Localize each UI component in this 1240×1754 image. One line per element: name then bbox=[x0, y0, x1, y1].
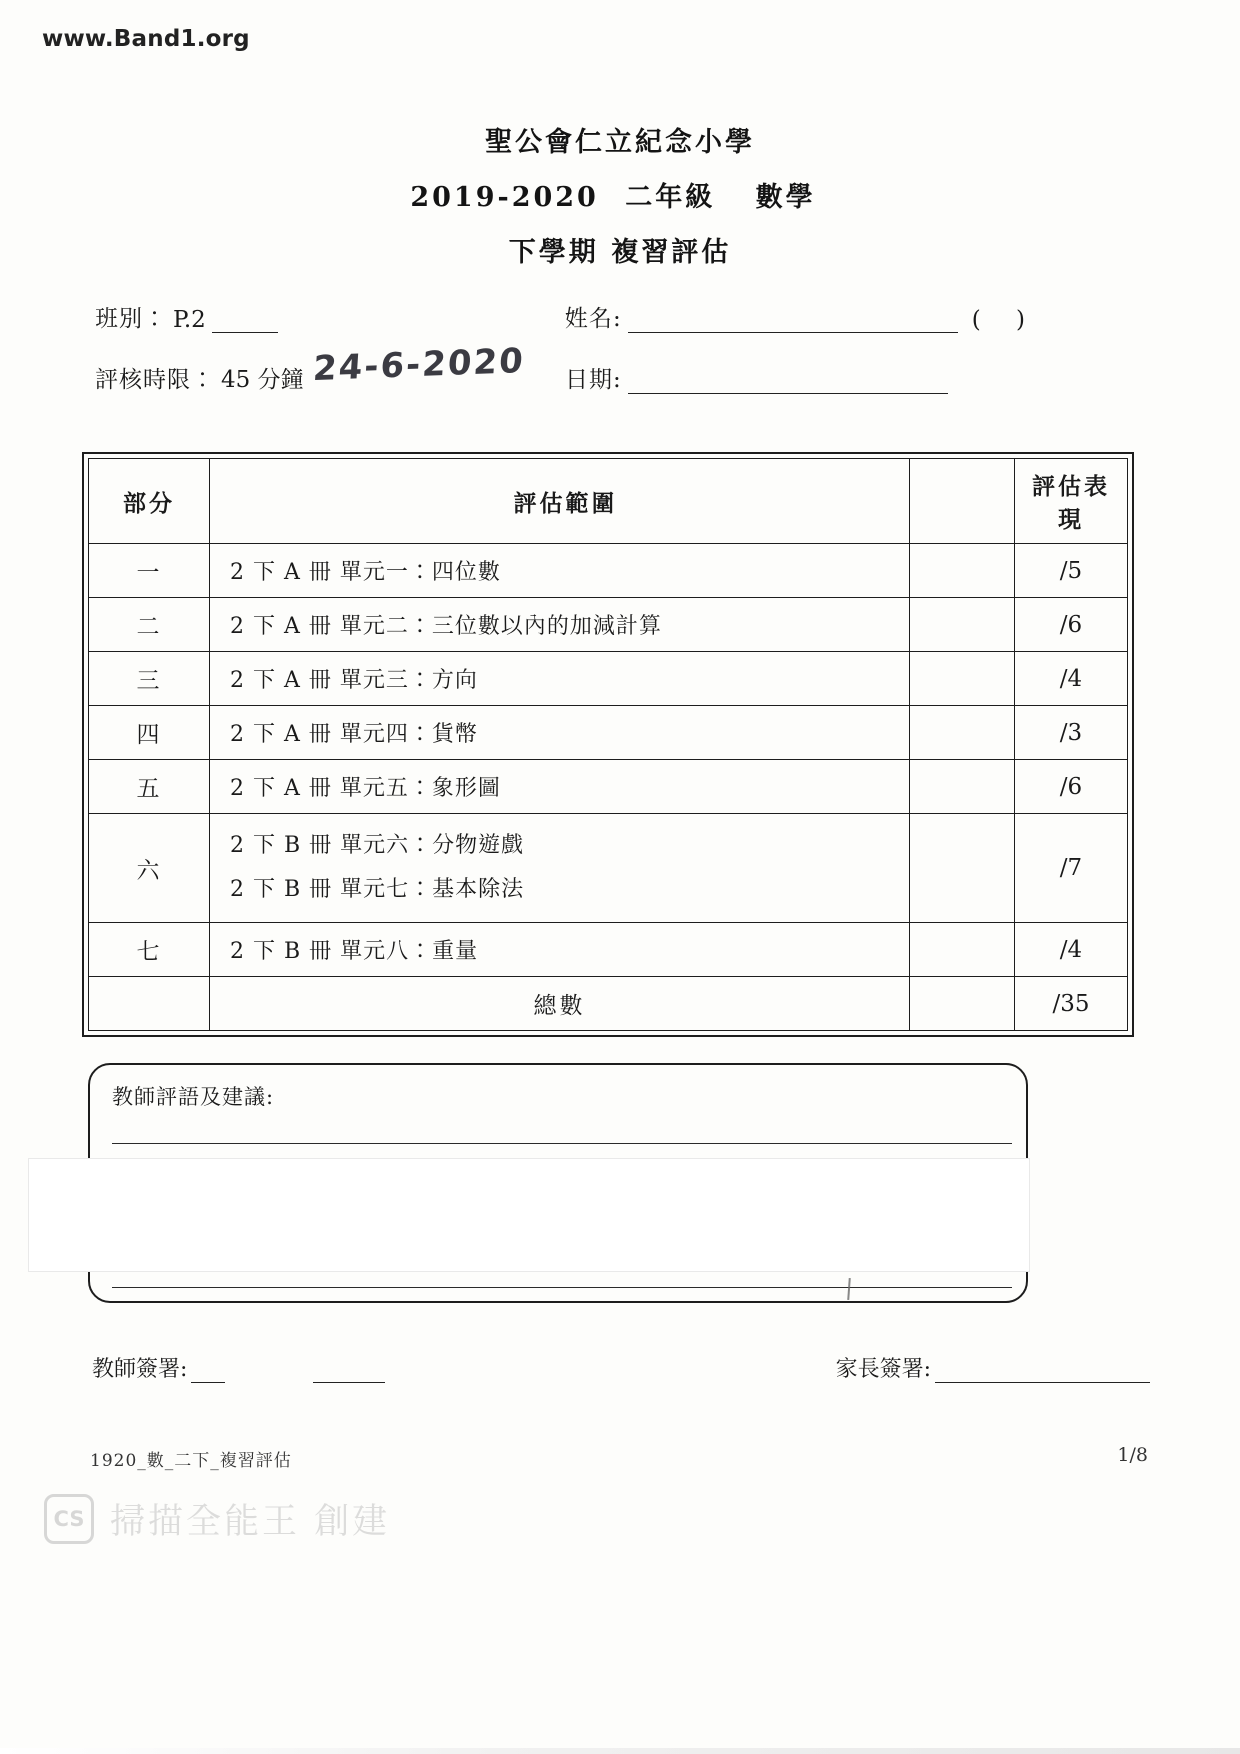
info-row-time-date bbox=[95, 340, 1160, 394]
year-grade-subject bbox=[0, 175, 1240, 214]
header-blank bbox=[910, 459, 1015, 544]
header-part: 部分 bbox=[89, 459, 210, 544]
parent-signature-label: 家長簽署: bbox=[835, 1357, 931, 1382]
assessment-scope-table-wrapper bbox=[82, 452, 1134, 1037]
parent-signature-field bbox=[836, 1352, 1150, 1383]
class-label: 班別： bbox=[95, 306, 167, 332]
row-score-blank bbox=[910, 760, 1015, 814]
assessment-title: 下學期 複習評估 bbox=[508, 237, 732, 268]
header-range: 評估範圍 bbox=[210, 459, 910, 544]
page-number: 1/8 bbox=[1117, 1444, 1148, 1466]
teacher-signature-line-2 bbox=[313, 1364, 385, 1383]
total-empty-part bbox=[89, 977, 210, 1031]
table-row bbox=[89, 652, 1128, 706]
date-field bbox=[311, 340, 1160, 394]
signature-row bbox=[92, 1352, 1150, 1383]
table-total-row bbox=[89, 977, 1128, 1031]
comment-write-line bbox=[112, 1143, 1012, 1144]
date-handwritten-value: 24-6-2020 bbox=[311, 340, 527, 390]
total-score-blank bbox=[910, 977, 1015, 1031]
table-header-row bbox=[89, 459, 1128, 544]
row-part: 六 bbox=[89, 814, 210, 923]
document-footer-code: 1920_數_二下_複習評估 bbox=[90, 1451, 292, 1471]
name-label: 姓名: bbox=[565, 306, 622, 332]
class-value: P.2 bbox=[173, 307, 206, 333]
row-range: 2 下 A 冊 單元二：三位數以內的加減計算 bbox=[210, 598, 910, 652]
student-number-parenthesis: ( ) bbox=[971, 307, 1040, 333]
row-range: 2 下 A 冊 單元三：方向 bbox=[210, 652, 910, 706]
assessment-scope-table bbox=[88, 458, 1128, 1031]
time-limit-value: 45 分鐘 bbox=[221, 367, 304, 393]
table-row bbox=[89, 544, 1128, 598]
camscanner-watermark-text: 掃描全能王 創建 bbox=[110, 1502, 391, 1542]
row-score-blank bbox=[910, 923, 1015, 977]
row-score-blank bbox=[910, 598, 1015, 652]
table-row bbox=[89, 923, 1128, 977]
row-range: 2 下 B 冊 單元八：重量 bbox=[210, 923, 910, 977]
row-part: 二 bbox=[89, 598, 210, 652]
total-mark: /35 bbox=[1015, 977, 1128, 1031]
site-url-watermark: www.Band1.org bbox=[42, 26, 250, 52]
row-part: 七 bbox=[89, 923, 210, 977]
row-total-mark: /7 bbox=[1015, 814, 1128, 923]
date-label: 日期: bbox=[565, 367, 622, 393]
teacher-signature-line-1 bbox=[191, 1364, 225, 1383]
total-label: 總數 bbox=[210, 977, 910, 1031]
teacher-comment-label: 教師評語及建議: bbox=[112, 1085, 275, 1109]
name-field bbox=[565, 300, 1160, 333]
comment-write-line bbox=[112, 1287, 1012, 1288]
row-score-blank bbox=[910, 814, 1015, 923]
grade-level: 二年級 bbox=[625, 182, 716, 213]
row-total-mark: /6 bbox=[1015, 598, 1128, 652]
row-range-line-2: 2 下 B 冊 單元七：基本除法 bbox=[230, 877, 525, 902]
table-row bbox=[89, 706, 1128, 760]
table-row bbox=[89, 598, 1128, 652]
scan-bottom-edge bbox=[0, 1748, 1240, 1754]
row-part: 四 bbox=[89, 706, 210, 760]
name-blank-line bbox=[628, 312, 958, 333]
class-field bbox=[95, 300, 565, 333]
row-total-mark: /5 bbox=[1015, 544, 1128, 598]
school-name: 聖公會仁立紀念小學 bbox=[485, 127, 755, 158]
header-performance: 評估表現 bbox=[1015, 459, 1128, 544]
row-total-mark: /4 bbox=[1015, 652, 1128, 706]
row-score-blank bbox=[910, 706, 1015, 760]
row-total-mark: /3 bbox=[1015, 706, 1128, 760]
table-row bbox=[89, 760, 1128, 814]
camscanner-logo-icon: CS bbox=[44, 1494, 94, 1544]
teacher-signature-label: 教師簽署: bbox=[92, 1357, 188, 1382]
info-row-class-name bbox=[95, 300, 1160, 333]
table-row bbox=[89, 814, 1128, 923]
document-header bbox=[0, 120, 1240, 269]
row-range-line-1: 2 下 B 冊 單元六：分物遊戲 bbox=[230, 833, 525, 858]
camscanner-watermark bbox=[44, 1494, 390, 1544]
row-range: 2 下 A 冊 單元五：象形圖 bbox=[210, 760, 910, 814]
student-info-block bbox=[95, 300, 1160, 422]
row-part: 三 bbox=[89, 652, 210, 706]
row-part: 一 bbox=[89, 544, 210, 598]
scan-white-patch bbox=[28, 1158, 1030, 1272]
teacher-signature-field bbox=[92, 1352, 385, 1383]
row-range: 2 下 A 冊 單元一：四位數 bbox=[210, 544, 910, 598]
time-limit-label: 評核時限： bbox=[95, 367, 215, 393]
parent-signature-line bbox=[935, 1364, 1150, 1383]
date-blank-line bbox=[628, 373, 948, 394]
row-part: 五 bbox=[89, 760, 210, 814]
school-year: 2019-2020 bbox=[410, 182, 599, 213]
row-score-blank bbox=[910, 652, 1015, 706]
row-total-mark: /4 bbox=[1015, 923, 1128, 977]
class-blank-line bbox=[212, 312, 278, 333]
row-score-blank bbox=[910, 544, 1015, 598]
row-range: 2 下 A 冊 單元四：貨幣 bbox=[210, 706, 910, 760]
subject-name: 數學 bbox=[755, 182, 816, 213]
row-range bbox=[210, 814, 910, 923]
row-total-mark: /6 bbox=[1015, 760, 1128, 814]
